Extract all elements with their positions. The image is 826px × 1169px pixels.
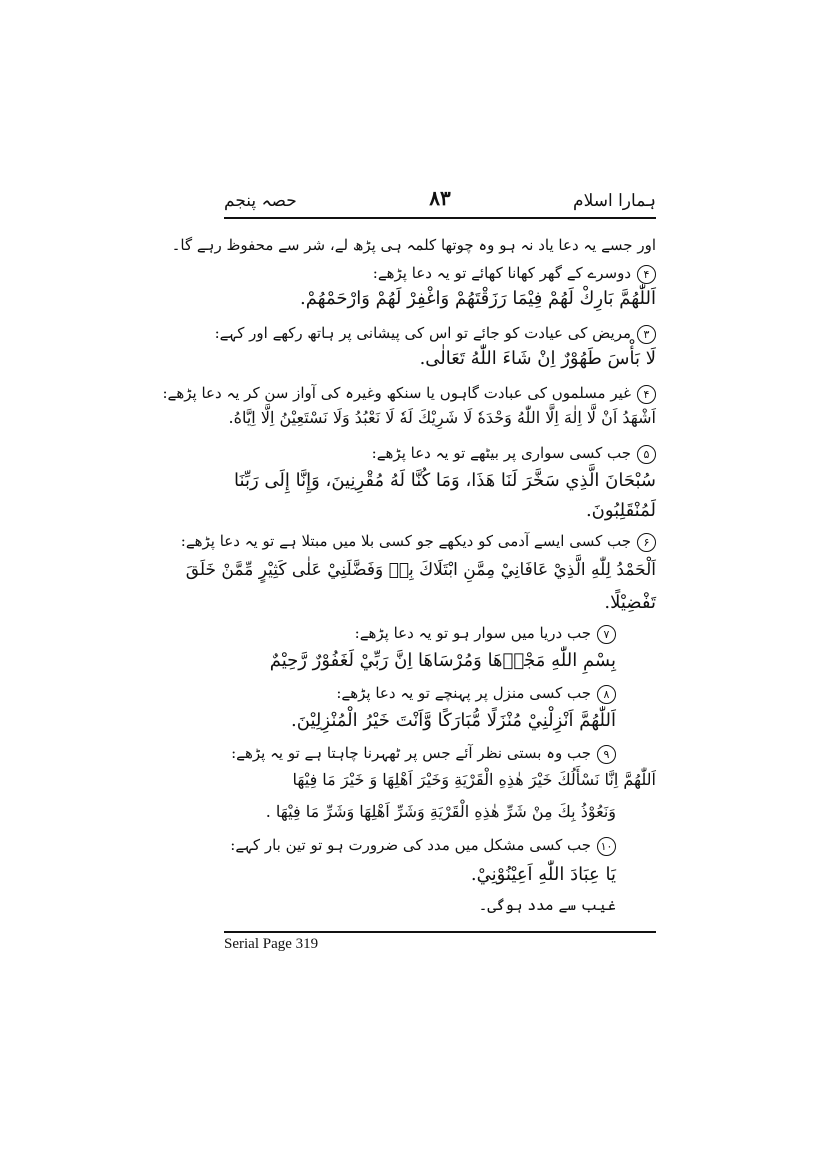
closing-text: غیب سے مدد ہوگی۔ (478, 896, 616, 914)
dua-text: بِسْمِ اللّٰهِ مَجْرٖهَا وَمُرْسَاهَا اِنَّ رَبِّيْ لَغَفُوْرٌ رَّحِيْمٌ (269, 650, 616, 671)
dua-text: سُبْحَانَ الَّذِي سَخَّرَ لَنَا هَذَا، وَمَا كُنَّا لَهُ مُقْرِنِينَ، وَإِنَّا إِلَى رَبِّنَا (234, 470, 656, 491)
list-item-instruction: ۳مریض کی عیادت کو جائے تو اس کی پیشانی پر ہاتھ رکھے اور کہے: (215, 324, 656, 344)
dua-text: تَفْضِيْلًا. (604, 592, 656, 613)
dua-text: اَللّٰهُمَّ اِنَّا نَسْأَلُكَ خَيْرَ هٰذِهِ الْقَرْيَةِ وَخَيْرَ اَهْلِهَا وَ خَيْرَ مَا فِيْهَا (292, 770, 656, 789)
item-number-badge: ۶ (637, 533, 656, 552)
page-number: ۸۳ (429, 186, 451, 210)
dua-text: اَللّٰهُمَّ بَارِكْ لَهُمْ فِيْمَا رَزَقْتَهُمْ وَاغْفِرْ لَهُمْ وَارْحَمْهُمْ. (299, 288, 656, 309)
dua-text: لَمُنْقَلِبُونَ. (585, 500, 656, 521)
dua-text: يَا عِبَادَ اللّٰهِ اَعِيْنُوْنِيْ. (470, 864, 616, 885)
intro-text: اور جسے یہ دعا یاد نہ ہو وہ چوتھا کلمہ ہی پڑھ لے، شر سے محفوظ رہے گا۔ (171, 236, 656, 254)
item-number-badge: ۵ (637, 445, 656, 464)
item-number-badge: ۳ (637, 325, 656, 344)
dua-text: اَشْهَدُ اَنْ لَّا اِلٰهَ اِلَّا اللّٰهُ وَحْدَهٗ لَا شَرِيْكَ لَهٗ لَا نَعْبُدُ وَلَا نَسْتَعِيْنُ اِلَّا اِيَّاهُ. (228, 408, 656, 427)
header-rule (224, 217, 656, 219)
list-item-instruction: ۹جب وہ بستی نظر آئے جس پر ٹھہرنا چاہتا ہے تو یہ پڑھے: (231, 744, 616, 764)
section-title: حصہ پنجم (224, 191, 297, 211)
item-number-badge: ۴ (637, 385, 656, 404)
book-title: ہمارا اسلام (573, 191, 656, 211)
item-number-badge: ۹ (597, 745, 616, 764)
list-item-instruction: ۱۰جب کسی مشکل میں مدد کی ضرورت ہو تو تین بار کہے: (230, 836, 616, 856)
dua-text: لَا بَأْسَ طَهُوْرٌ اِنْ شَاءَ اللّٰهُ تَعَالٰى. (419, 348, 656, 369)
dua-text: اَلْحَمْدُ لِلّٰهِ الَّذِيْ عَافَانِيْ مِمَّنِ ابْتَلَاكَ بِهٖ وَفَضَّلَنِيْ عَلٰى كَثِيْرٍ مِّمَّنْ خَلَقَ (185, 560, 656, 580)
list-item-instruction: ۸جب کسی منزل پر پہنچے تو یہ دعا پڑھے: (336, 684, 616, 704)
list-item-instruction: ۵جب کسی سواری پر بیٹھے تو یہ دعا پڑھے: (372, 444, 656, 464)
list-item-instruction: ۴دوسرے کے گھر کھانا کھائے تو یہ دعا پڑھے: (373, 264, 656, 284)
list-item-instruction: ۴غیر مسلموں کی عبادت گاہوں یا سنکھ وغیرہ کی آواز سن کر یہ دعا پڑھے: (163, 384, 657, 404)
item-number-badge: ۸ (597, 685, 616, 704)
dua-text: اَللّٰهُمَّ اَنْزِلْنِيْ مُنْزَلًا مُّبَارَكًا وَّاَنْتَ خَيْرُ الْمُنْزِلِيْنَ. (291, 710, 616, 731)
list-item-instruction: ۶جب کسی ایسے آدمی کو دیکھے جو کسی بلا میں مبتلا ہے تو یہ دعا پڑھے: (181, 532, 656, 552)
item-number-badge: ۷ (597, 625, 616, 644)
list-item-instruction: ۷جب دریا میں سوار ہو تو یہ دعا پڑھے: (355, 624, 616, 644)
page-header (224, 186, 656, 216)
item-number-badge: ۱۰ (597, 837, 616, 856)
dua-text: وَنَعُوْذُ بِكَ مِنْ شَرِّ هٰذِهِ الْقَرْيَةِ وَشَرِّ اَهْلِهَا وَشَرِّ مَا فِيْهَا . (265, 802, 616, 821)
item-number-badge: ۴ (637, 265, 656, 284)
footer-rule (224, 931, 656, 933)
serial-page-label: Serial Page 319 (224, 936, 319, 952)
